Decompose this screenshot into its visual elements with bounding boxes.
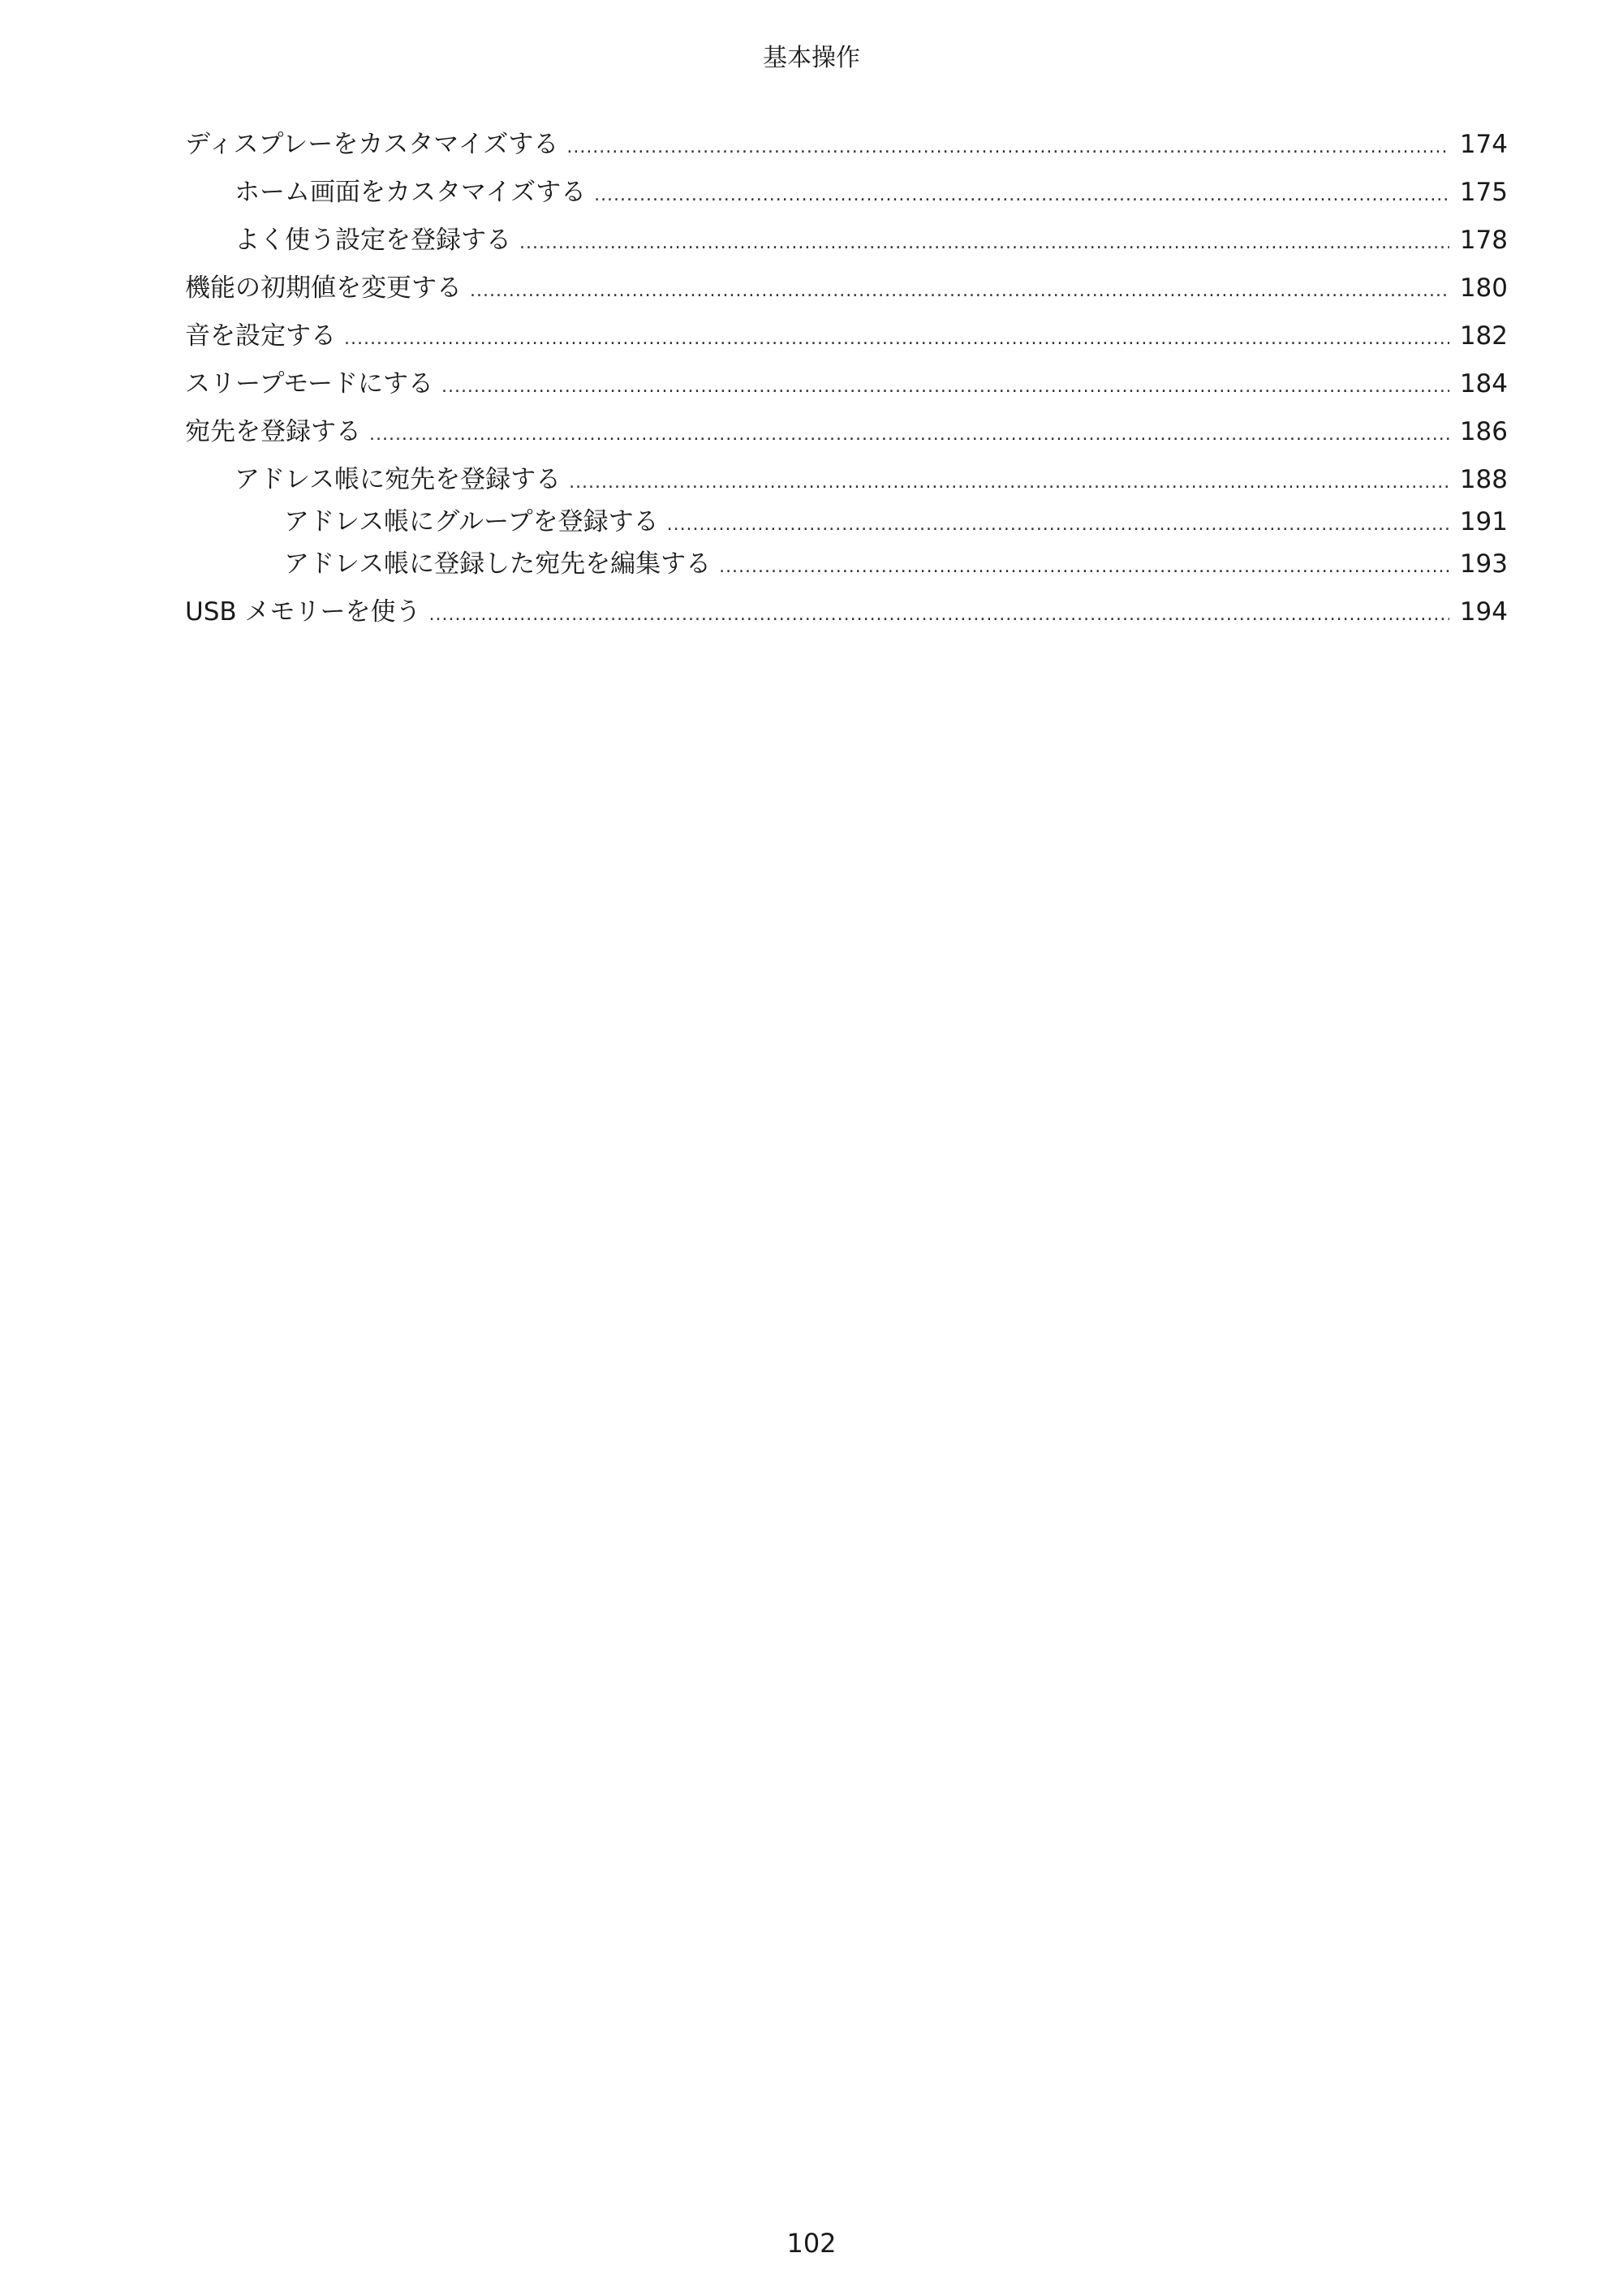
toc-entry[interactable] (185, 504, 1508, 543)
toc-entry-page: 194 (1459, 597, 1508, 627)
toc-entry[interactable] (185, 127, 1508, 166)
toc-entry[interactable] (185, 270, 1508, 309)
dot-leader (566, 130, 1449, 166)
dot-leader (429, 597, 1450, 633)
toc-entry-title: 機能の初期値を変更する (185, 274, 462, 303)
toc-entry-title: アドレス帳に登録した宛先を編集する (284, 549, 712, 579)
dot-leader (594, 178, 1449, 213)
page-number: 102 (786, 2228, 837, 2259)
toc-entry-title: アドレス帳に宛先を登録する (235, 465, 562, 494)
toc-entry-page: 184 (1459, 369, 1508, 398)
toc-entry[interactable] (185, 414, 1508, 453)
running-header: 基本操作 (763, 44, 860, 72)
toc-entry[interactable] (185, 318, 1508, 357)
toc-entry[interactable] (185, 462, 1508, 501)
toc-entry-page: 180 (1459, 274, 1508, 303)
dot-leader (441, 369, 1449, 405)
toc-entry-title: ホーム画面をカスタマイズする (235, 178, 587, 207)
toc-entry-title: よく使う設定を登録する (235, 226, 511, 255)
toc-entry-title: 宛先を登録する (185, 417, 361, 446)
dot-leader (667, 507, 1449, 543)
toc-entry-title: ディスプレーをカスタマイズする (185, 130, 559, 159)
toc-entry-page: 193 (1459, 549, 1508, 579)
toc-entry-page: 182 (1459, 321, 1508, 351)
toc-entry-page: 175 (1459, 178, 1508, 207)
toc-entry-title: 音を設定する (185, 321, 336, 351)
toc-entry-title: USB メモリーを使う (185, 597, 421, 627)
dot-leader (719, 549, 1449, 585)
toc-entry-page: 191 (1459, 507, 1508, 536)
toc-entry-page: 174 (1459, 130, 1508, 159)
toc-entry-page: 188 (1459, 465, 1508, 494)
toc-entry-title: スリープモードにする (185, 369, 433, 398)
dot-leader (344, 321, 1449, 357)
toc-entry-page: 186 (1459, 417, 1508, 446)
toc-entry[interactable] (185, 594, 1508, 633)
toc-entry[interactable] (185, 546, 1508, 585)
toc-entry[interactable] (185, 366, 1508, 405)
dot-leader (369, 417, 1449, 453)
dot-leader (519, 226, 1449, 261)
dot-leader (470, 274, 1449, 309)
dot-leader (569, 465, 1449, 501)
toc-entry[interactable] (185, 174, 1508, 213)
toc-entry-page: 178 (1459, 226, 1508, 255)
toc-entry[interactable] (185, 222, 1508, 261)
toc-entry-title: アドレス帳にグループを登録する (284, 507, 659, 536)
